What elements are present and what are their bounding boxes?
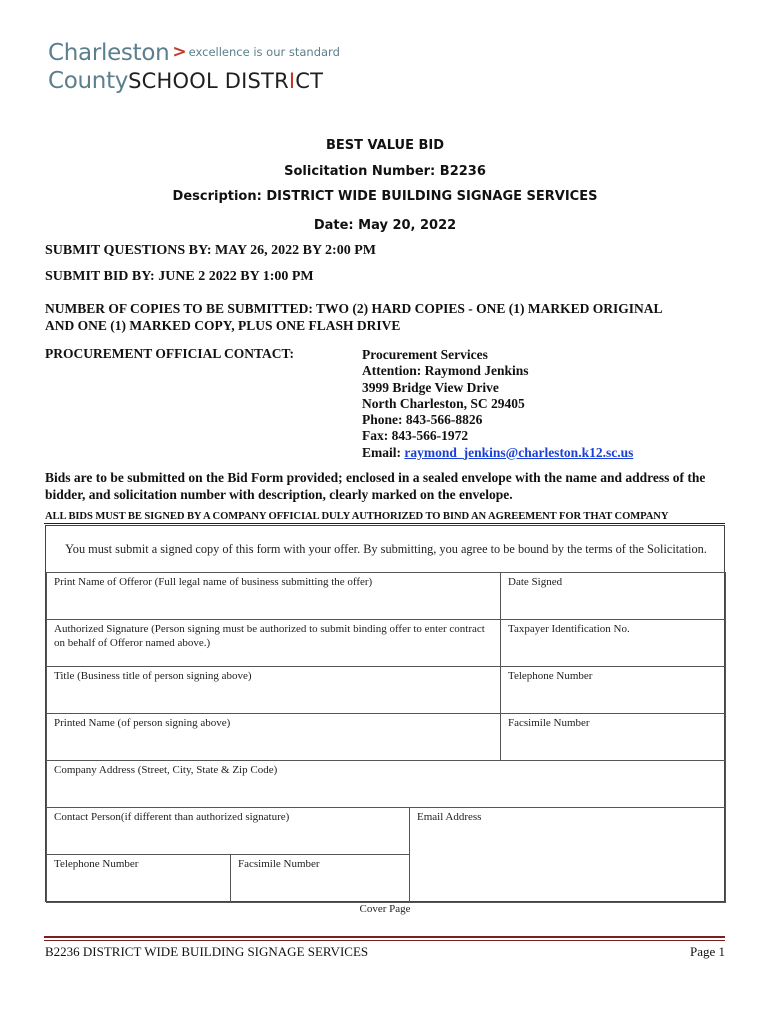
copies-requirement: NUMBER OF COPIES TO BE SUBMITTED: TWO (2) HARD COPIES - ONE (1) MARKED ORIGINAL AND ONE (1) MARKED COPY, PLUS ONE FLASH DRIVE <box>45 301 662 333</box>
contact-email-line: Email: raymond_jenkins@charleston.k12.sc.us <box>362 444 634 460</box>
document-title: BEST VALUE BID <box>325 138 445 153</box>
taxpayer-id-field[interactable]: Taxpayer Identification No. <box>500 619 726 667</box>
email-address-field[interactable]: Email Address <box>409 807 726 903</box>
telephone-field-2[interactable]: Telephone Number <box>46 854 231 903</box>
contact-street: 3999 Bridge View Drive <box>362 379 499 395</box>
logo-chevron-icon: > <box>172 42 187 62</box>
submission-instructions: Bids are to be submitted on the Bid Form provided; enclosed in a sealed envelope with the name and address of the bidder, and solicitation number with description, clearly marked on the envelope. <box>45 470 706 502</box>
contact-city: North Charleston, SC 29405 <box>362 395 525 411</box>
contact-block <box>362 347 633 461</box>
logo-charleston-text: Charleston <box>48 40 170 66</box>
logo-county-text: County <box>48 68 129 94</box>
divider <box>44 523 725 524</box>
cover-page-label: Cover Page <box>359 903 411 915</box>
page-number: Page 1 <box>689 944 725 959</box>
printed-name-field[interactable]: Printed Name (of person signing above) <box>46 713 501 761</box>
contact-email-link[interactable]: raymond_jenkins@charleston.k12.sc.us <box>404 444 634 460</box>
facsimile-field[interactable]: Facsimile Number <box>500 713 726 761</box>
district-logo <box>48 40 358 100</box>
company-address-field[interactable]: Company Address (Street, City, State & Zip Code) <box>46 760 726 808</box>
contact-attention: Attention: Raymond Jenkins <box>362 363 529 379</box>
logo-school-district-text: SCHOOL DISTRICT <box>128 69 324 93</box>
date-signed-field[interactable]: Date Signed <box>500 572 726 620</box>
title-field[interactable]: Title (Business title of person signing above) <box>46 666 501 714</box>
questions-deadline: SUBMIT QUESTIONS BY: MAY 26, 2022 BY 2:00 PM <box>45 243 376 258</box>
print-name-field[interactable]: Print Name of Offeror (Full legal name of business submitting the offer) <box>46 572 501 620</box>
offeror-form <box>45 525 725 902</box>
form-intro: You must submit a signed copy of this form with your offer. By submitting, you agree to be bound by the terms of the Solicitation. <box>65 542 707 556</box>
logo-tagline: excellence is our standard <box>188 45 340 59</box>
bid-deadline: SUBMIT BID BY: JUNE 2 2022 BY 1:00 PM <box>45 269 314 284</box>
contact-fax: Fax: 843-566-1972 <box>362 428 469 444</box>
bid-description: Description: DISTRICT WIDE BUILDING SIGNAGE SERVICES <box>172 189 598 204</box>
contact-label: PROCUREMENT OFFICIAL CONTACT: <box>45 346 295 361</box>
signature-notice: ALL BIDS MUST BE SIGNED BY A COMPANY OFFICIAL DULY AUTHORIZED TO BIND AN AGREEMENT FOR THAT COMPANY <box>45 511 669 522</box>
authorized-signature-field[interactable]: Authorized Signature (Person signing must be authorized to submit binding offer to enter contract on behalf of Offeror named above.) <box>46 619 501 667</box>
footer-title: B2236 DISTRICT WIDE BUILDING SIGNAGE SERVICES <box>45 944 369 959</box>
bid-date: Date: May 20, 2022 <box>313 218 457 233</box>
contact-phone: Phone: 843-566-8826 <box>362 412 483 428</box>
contact-office: Procurement Services <box>362 347 488 362</box>
telephone-field[interactable]: Telephone Number <box>500 666 726 714</box>
solicitation-number: Solicitation Number: B2236 <box>284 164 486 179</box>
facsimile-field-2[interactable]: Facsimile Number <box>230 854 410 903</box>
footer-rule <box>44 936 725 938</box>
footer-rule-thin <box>44 940 725 941</box>
contact-person-field[interactable]: Contact Person(if different than authorized signature) <box>46 807 410 855</box>
